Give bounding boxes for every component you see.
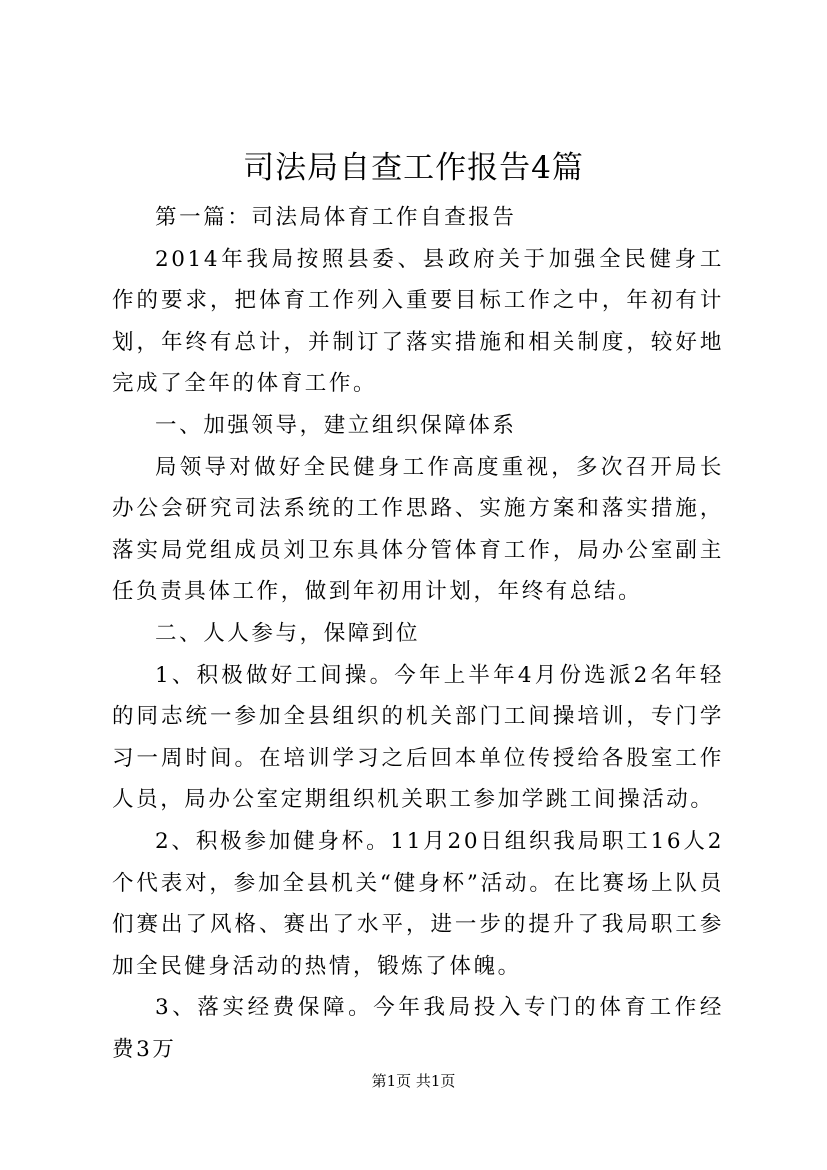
section-heading: 第一篇：司法局体育工作自查报告 [155,205,517,230]
paragraph: 1、积极做好工间操。今年上半年4月份选派2名年轻的同志统一参加全县组织的机关部门工间操培训，专门学习一周时间。在培训学习之后回本单位传授给各股室工作人员，局办公室定期组织机关职工参加学跳工间操活动。 [112,662,724,813]
subsection-heading: 一、加强领导，建立组织保障体系 [155,412,517,438]
page-footer: 第1页 共1页 [371,1072,456,1090]
paragraph: 局领导对做好全民健身工作高度重视，多次召开局长办公会研究司法系统的工作思路、实施方案和落实措施，落实局党组成员刘卫东具体分管体育工作，局办公室副主任负责具体工作，做到年初用计划，年终有总结。 [112,454,724,605]
document-title: 司法局自查工作报告4篇 [243,150,584,186]
paragraph: 3、落实经费保障。今年我局投入专门的体育工作经费3万 [112,995,724,1062]
subsection-heading: 二、人人参与，保障到位 [155,620,421,646]
document-body [112,197,724,1070]
paragraph: 2014年我局按照县委、县政府关于加强全民健身工作的要求，把体育工作列入重要目标工作之中，年初有计划，年终有总计，并制订了落实措施和相关制度，较好地完成了全年的体育工作。 [112,246,724,397]
paragraph: 2、积极参加健身杯。11月20日组织我局职工16人2个代表对，参加全县机关“健身杯”活动。在比赛场上队员们赛出了风格、赛出了水平，进一步的提升了我局职工参加全民健身活动的热情，锻炼了体魄。 [112,828,724,979]
